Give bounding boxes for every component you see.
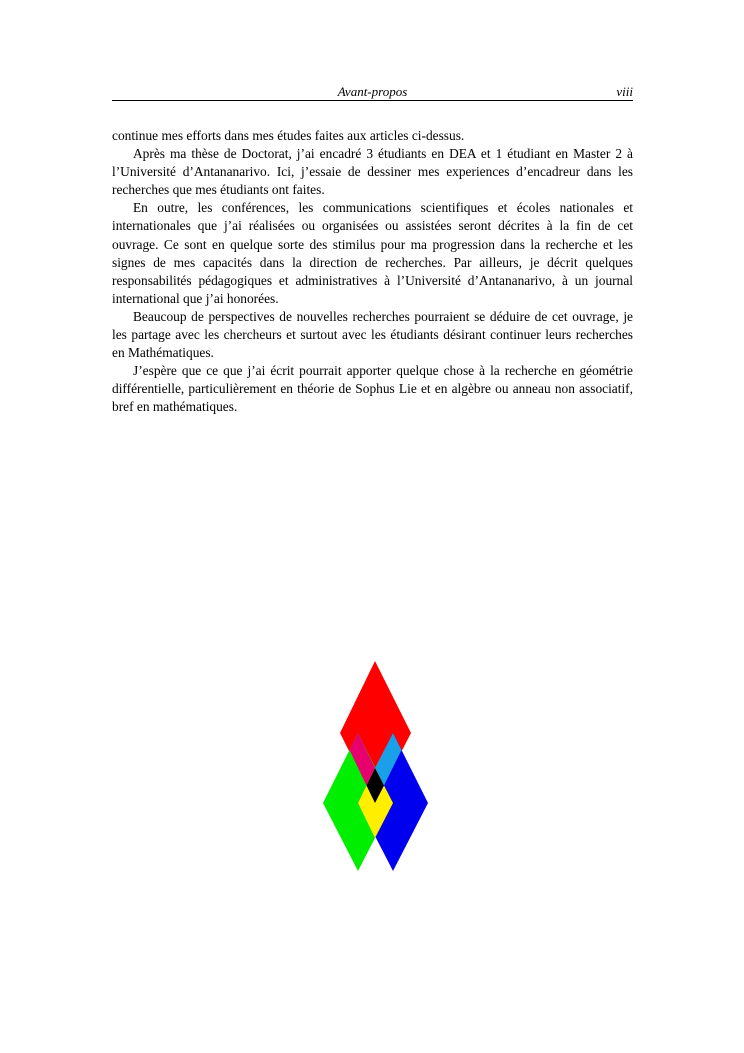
paragraph: J’espère que ce que j’ai écrit pourrait apporter quelque chose à la recherche en géométrie différentielle, particulièrement en théorie de Sophus Lie et en algèbre ou anneau non associatif, bref en mathématiques. [112,363,633,415]
running-title: Avant-propos [337,84,408,99]
paragraph: continue mes efforts dans mes études faites aux articles ci-dessus. [112,128,465,143]
paragraph: En outre, les conférences, les communications scientifiques et écoles nationales et internationales que j’ai réalisées ou organisées ou assistées seront décrites à la fin de cet ouvrage. Ce sont en quelque sorte des stimilus pour ma progression dans la recherche et les signes de mes capacités dans la direction de recherches. Par ailleurs, je décrit quelques responsabilités pédagogiques et administratives à l’Université d’Antananarivo, à un journal international que j’ai honorées. [112,200,633,306]
page-number: viii [616,84,633,99]
diamond-figure [322,660,430,873]
paragraph: Après ma thèse de Doctorat, j’ai encadré 3 étudiants en DEA et 1 étudiant en Master 2 à l’Université d’Antananarivo. Ici, j’essaie de dessiner mes experiences d’encadreur dans les recherches que mes étudiants ont faites. [112,146,633,198]
running-header [112,83,633,101]
paragraph: Beaucoup de perspectives de nouvelles recherches pourraient se déduire de cet ouvrage, je les partage avec les chercheurs et surtout avec les étudiants désirant continuer leurs recherches en Mathématiques. [112,308,633,361]
body-text [112,127,633,417]
